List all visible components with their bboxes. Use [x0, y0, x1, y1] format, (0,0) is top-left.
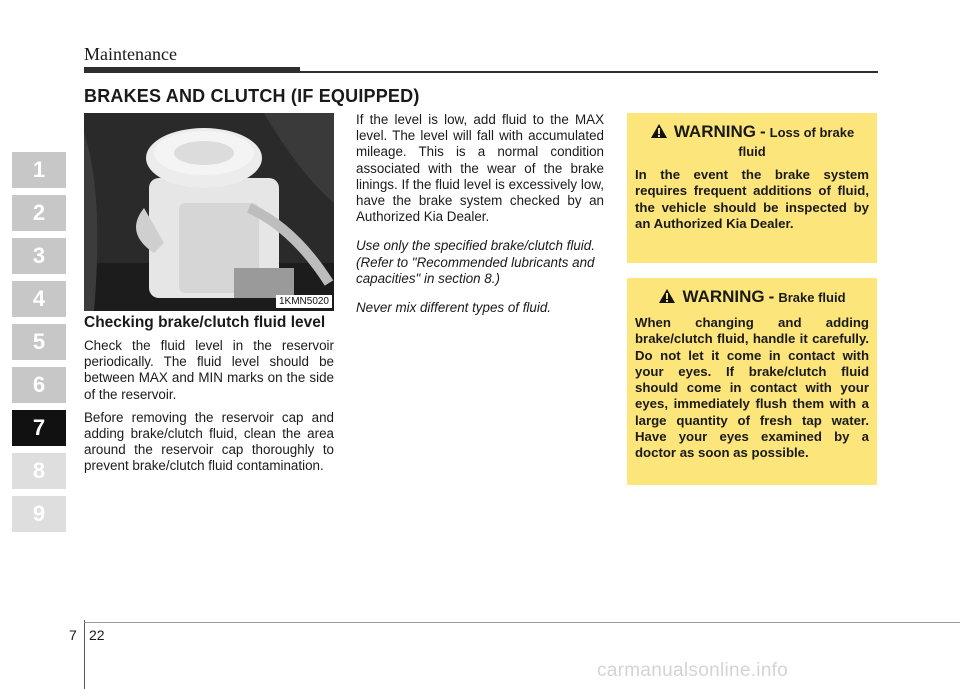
warning-body: In the event the brake system requires frequent additions of fluid, the vehicle should be inspected by an Authorized Kia Dealer. — [635, 167, 869, 231]
chapter-tab-3[interactable]: 3 — [12, 238, 66, 274]
warning-body: When changing and adding brake/clutch fluid, handle it carefully. Do not let it come in contact with your eyes. If brake/clutch fluid should come in contact with your eyes, immediately flush them with a large quantity of fresh tap water. Have your eyes examined by a doctor as soon as possible. — [635, 315, 869, 461]
italic-note: Never mix different types of fluid. — [356, 300, 551, 316]
chapter-tab-7[interactable]: 7 — [12, 410, 66, 446]
header-rule — [300, 71, 878, 73]
chapter-tab-9[interactable]: 9 — [12, 496, 66, 532]
page-number: 22 — [89, 627, 105, 643]
photo-code: 1KMN5020 — [276, 295, 332, 308]
warning-title: Brake fluid — [778, 290, 846, 305]
paragraph: Before removing the reservoir cap and adding brake/clutch fluid, clean the area around the reservoir cap thoroughly to prevent brake/clutch fluid contamination. — [84, 409, 334, 474]
paragraph: Check the fluid level in the reservoir periodically. The fluid level should be between MAX and MIN marks on the side of the reservoir. — [84, 338, 334, 402]
warning-dash: - — [759, 122, 766, 141]
warning-title: Loss of brake — [769, 125, 855, 140]
page-header-title: Maintenance — [84, 44, 177, 64]
warning-title-cont: fluid — [738, 144, 766, 159]
subheading: Checking brake/clutch fluid level — [84, 314, 326, 331]
brake-reservoir-illustration — [84, 113, 334, 311]
header-bar — [84, 67, 300, 73]
warning-icon — [650, 123, 668, 139]
chapter-tab-2[interactable]: 2 — [12, 195, 66, 231]
paragraph: If the level is low, add fluid to the MAX level. The level will fall with accumulated mileage. This is a normal condition associated with the wear of the brake linings. If the fluid level is excessively low, have the brake system checked by an Authorized Kia Dealer. — [356, 112, 604, 225]
chapter-tabs — [12, 152, 66, 539]
watermark: carmanualsonline.info — [597, 660, 789, 681]
warning-label: WARNING — [673, 122, 756, 141]
chapter-tab-5[interactable]: 5 — [12, 324, 66, 360]
brake-reservoir-photo — [84, 113, 334, 311]
warning-label: WARNING — [682, 287, 765, 306]
warning-icon — [658, 288, 676, 304]
footer-rule — [84, 622, 960, 623]
chapter-tab-1[interactable]: 1 — [12, 152, 66, 188]
warning-dash: - — [768, 287, 775, 306]
chapter-tab-6[interactable]: 6 — [12, 367, 66, 403]
middle-column — [356, 112, 604, 329]
warning-box-brake-fluid — [627, 278, 877, 485]
warning-header — [635, 121, 869, 159]
warning-box-loss-of-brake-fluid — [627, 113, 877, 263]
footer-divider — [84, 620, 85, 689]
chapter-tab-8[interactable]: 8 — [12, 453, 66, 489]
section-heading: BRAKES AND CLUTCH (IF EQUIPPED) — [84, 86, 420, 106]
left-column — [84, 314, 334, 482]
page-chapter-number: 7 — [69, 627, 77, 643]
chapter-tab-4[interactable]: 4 — [12, 281, 66, 317]
italic-note: Use only the specified brake/clutch fluid. (Refer to "Recommended lubricants and capacities" in section 8.) — [356, 238, 595, 286]
warning-header — [635, 286, 869, 307]
